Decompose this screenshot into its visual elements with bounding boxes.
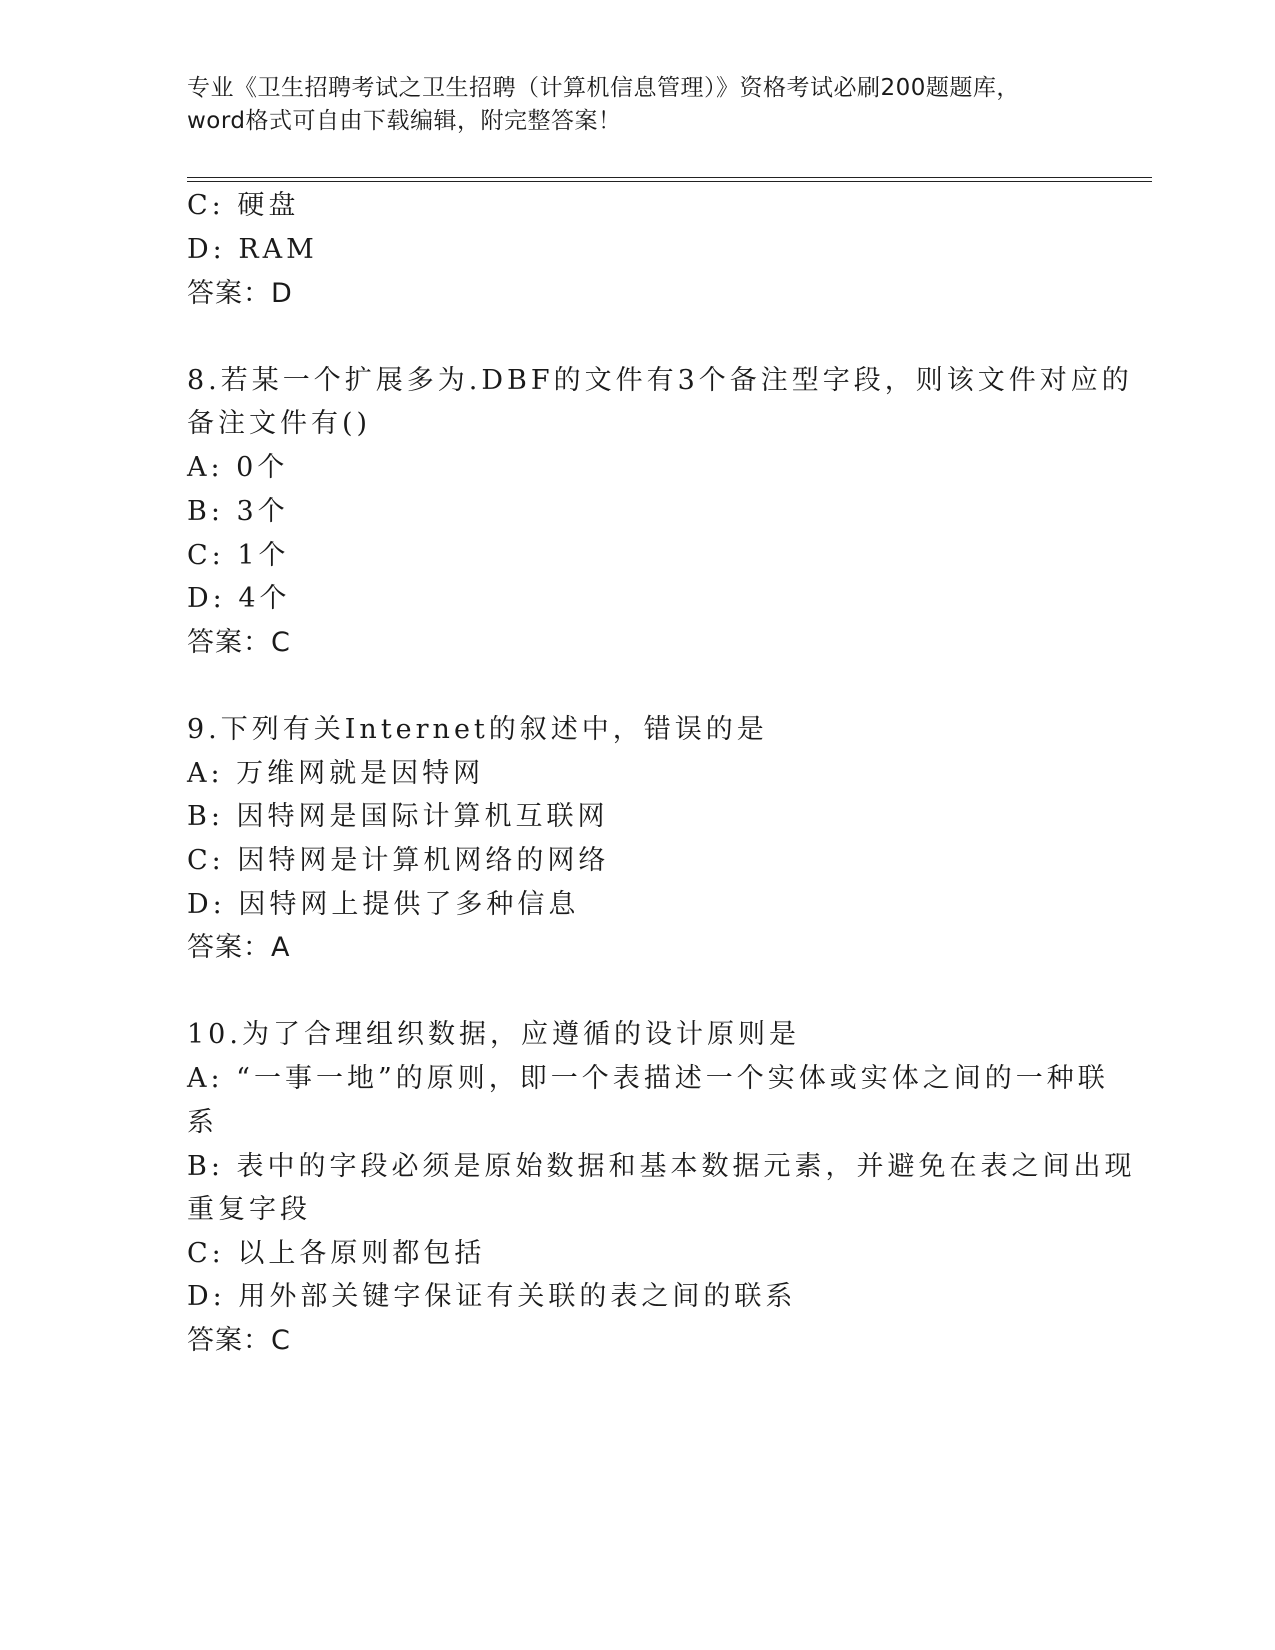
- q7-answer: 答案：D: [187, 278, 293, 309]
- q8-stem-line-2: 备注文件有(): [187, 408, 372, 439]
- header-divider-bottom: [187, 181, 1152, 182]
- q10-option-d: D: 用外部关键字保证有关联的表之间的联系: [187, 1281, 797, 1312]
- q10-option-a-line-2: 系: [187, 1107, 218, 1138]
- q10-option-c: C: 以上各原则都包括: [187, 1238, 486, 1269]
- q9-option-a: A: 万维网就是因特网: [187, 758, 485, 789]
- q9-option-c: C: 因特网是计算机网络的网络: [187, 845, 610, 876]
- q9-stem: 9.下列有关Internet的叙述中，错误的是: [187, 714, 768, 745]
- q10-answer: 答案：C: [187, 1325, 291, 1356]
- header-title-line-2: word格式可自由下载编辑，附完整答案！: [187, 108, 622, 134]
- q10-stem: 10.为了合理组织数据，应遵循的设计原则是: [187, 1019, 800, 1050]
- q10-option-a-line-1: A: “一事一地”的原则，即一个表描述一个实体或实体之间的一种联: [187, 1063, 1109, 1094]
- header-divider-top: [187, 177, 1152, 178]
- q9-option-d: D: 因特网上提供了多种信息: [187, 889, 580, 920]
- q9-option-b: B: 因特网是国际计算机互联网: [187, 801, 609, 832]
- q10-option-b-line-2: 重复字段: [187, 1194, 311, 1225]
- q9-answer: 答案：A: [187, 932, 291, 963]
- q7-option-c: C: 硬盘: [187, 190, 300, 221]
- q8-option-a: A: 0个: [187, 452, 289, 483]
- q8-option-d: D: 4个: [187, 583, 291, 614]
- q10-option-b-line-1: B: 表中的字段必须是原始数据和基本数据元素，并避免在表之间出现: [187, 1151, 1136, 1182]
- header-title-line-1: 专业《卫生招聘考试之卫生招聘（计算机信息管理）》资格考试必刷200题题库，: [187, 75, 1020, 101]
- q8-answer: 答案：C: [187, 627, 291, 658]
- q8-stem-line-1: 8.若某一个扩展多为.DBF的文件有3个备注型字段，则该文件对应的: [187, 365, 1133, 396]
- document-header: [187, 72, 1067, 138]
- q8-option-c: C: 1个: [187, 540, 290, 571]
- q8-option-b: B: 3个: [187, 496, 289, 527]
- q7-option-d: D: RAM: [187, 234, 318, 265]
